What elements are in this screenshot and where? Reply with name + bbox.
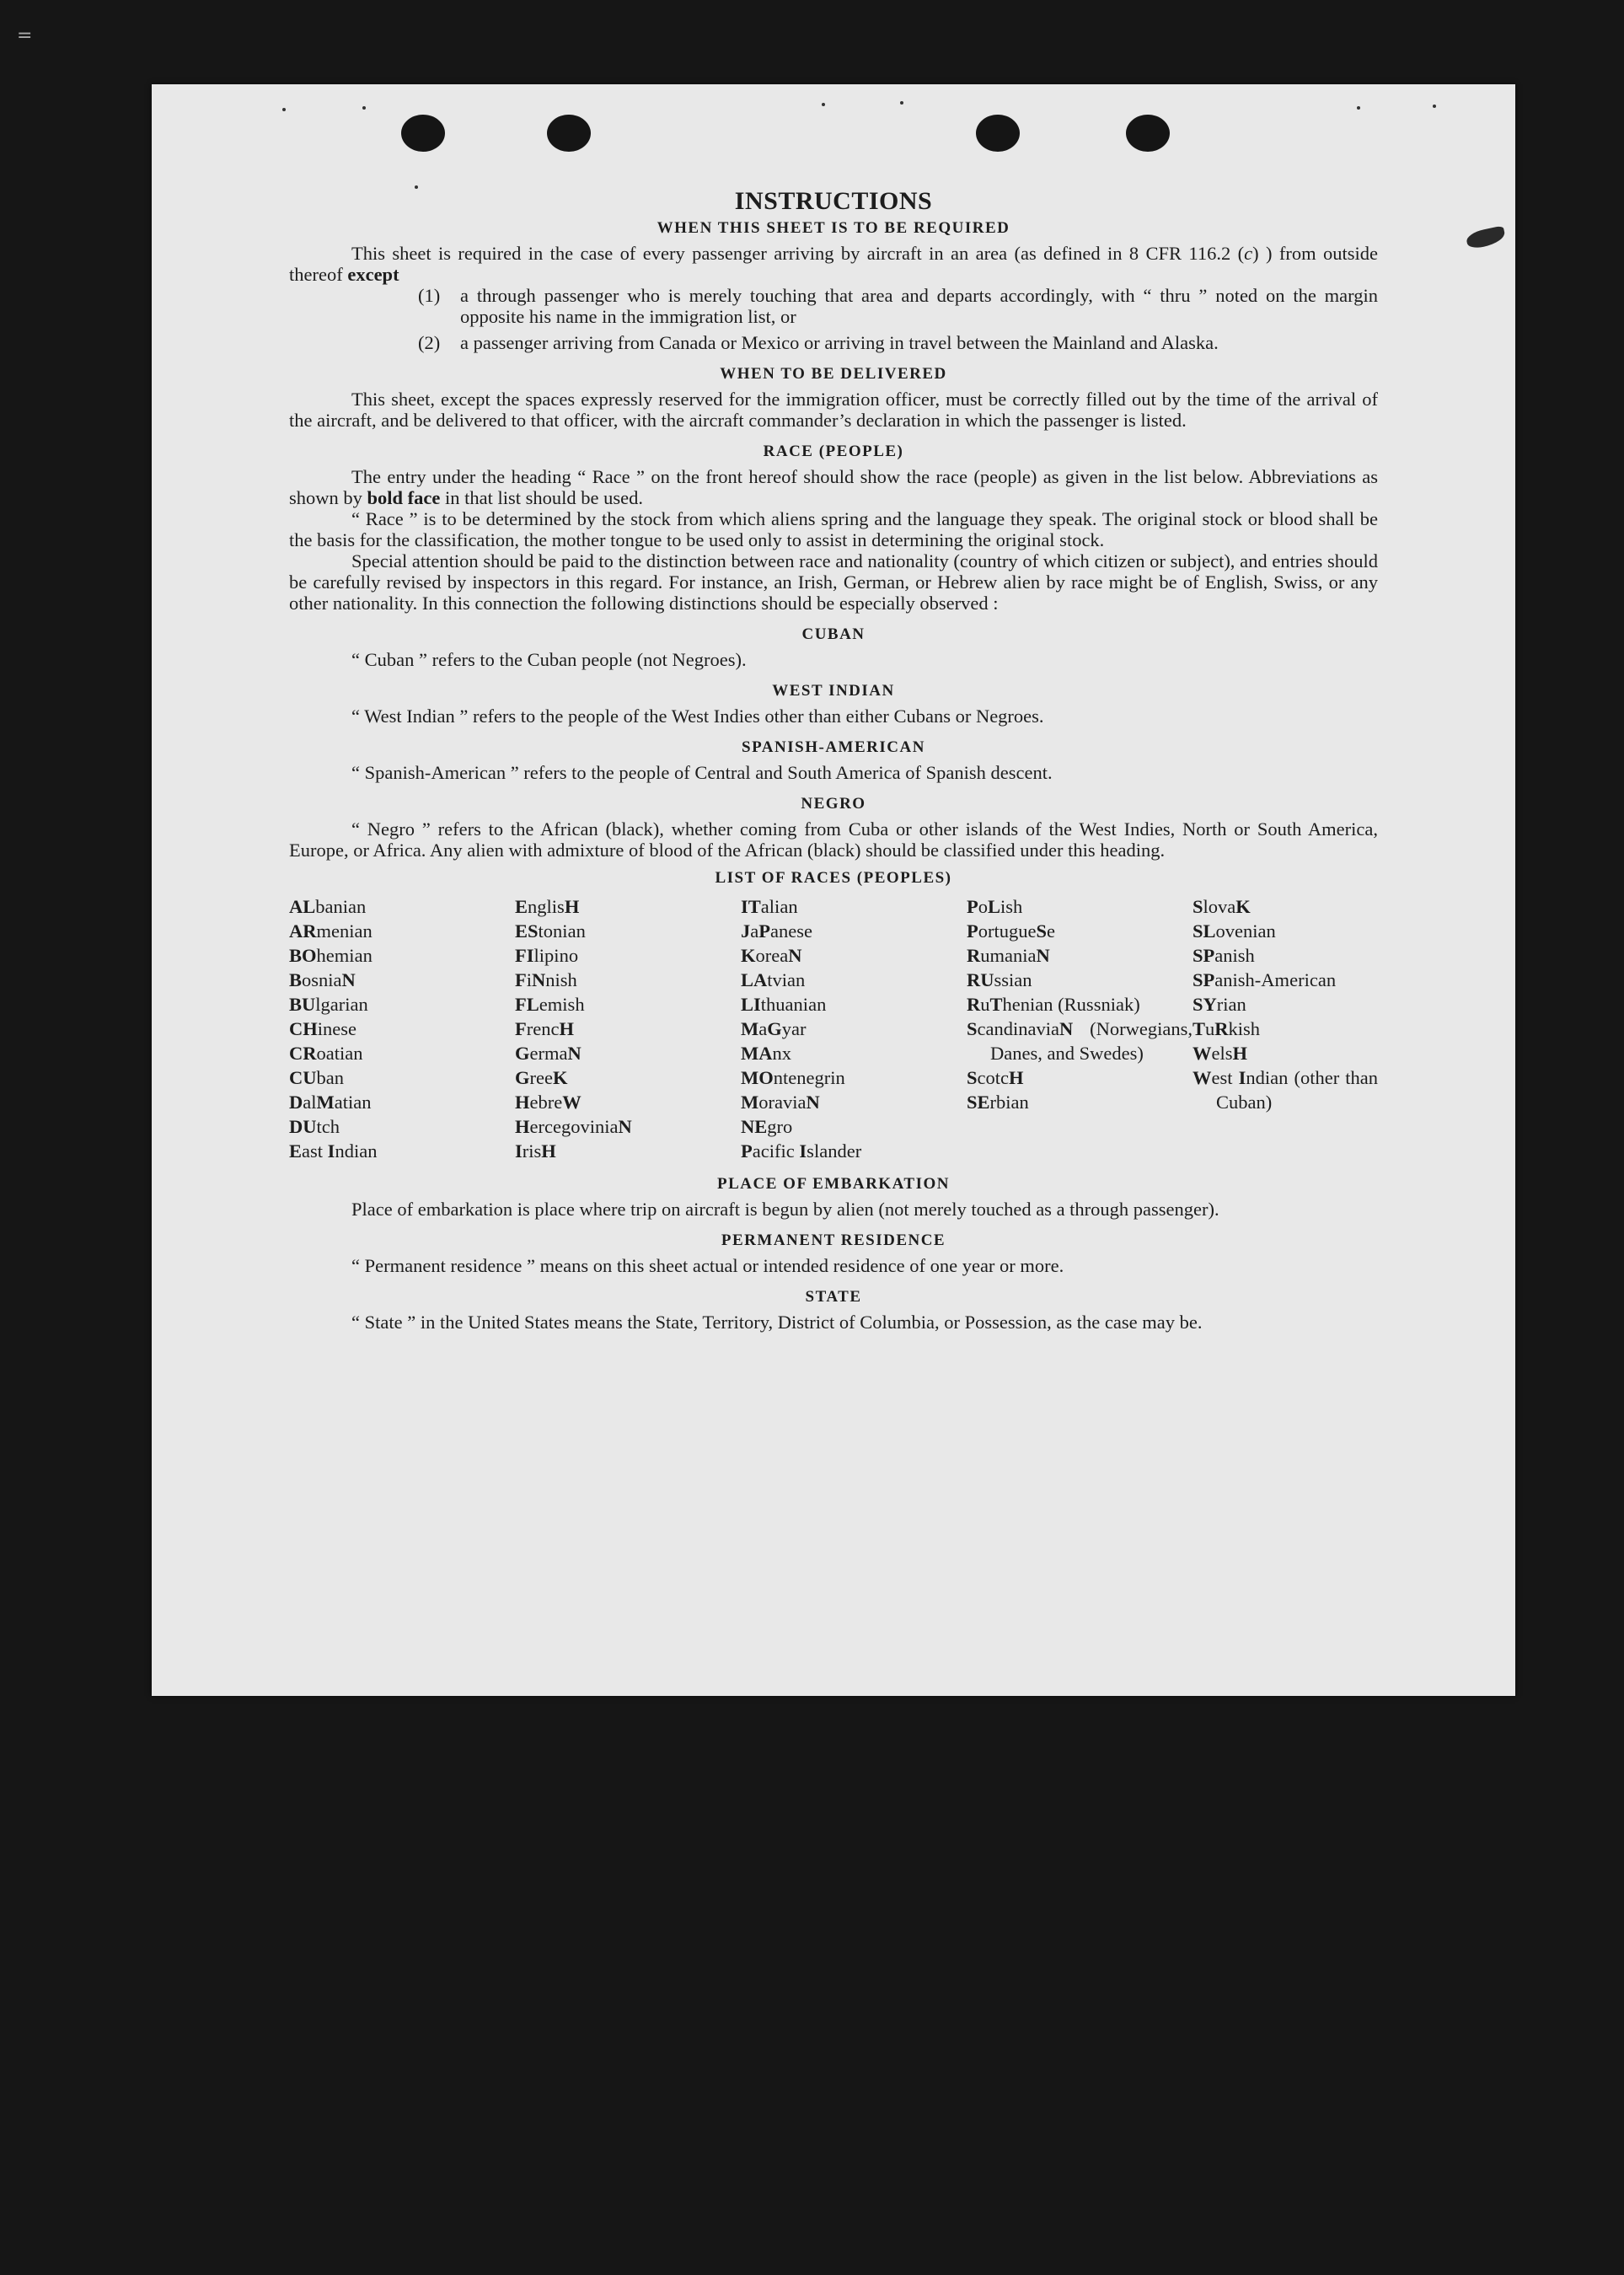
race-entry: TuRkish xyxy=(1193,1018,1261,1039)
race-entry: BOhemian xyxy=(289,945,373,966)
race-entry: RumaniaN xyxy=(967,945,1050,966)
race-entry: West Indian (other than Cuban) xyxy=(1193,1067,1379,1113)
speck xyxy=(1357,106,1360,110)
race-entry: ScandinaviaN (Norwegians, Danes, and Swedes) xyxy=(967,1018,1193,1064)
race-entry: RuThenian (Russniak) xyxy=(967,994,1140,1015)
west-indian-text: “ West Indian ” refers to the people of the West Indies other than either Cubans or Negroes. xyxy=(351,706,1044,727)
heading-state: STATE xyxy=(805,1288,862,1306)
race-entry: SYrian xyxy=(1193,994,1246,1015)
race-entry: MOntenegrin xyxy=(741,1067,845,1088)
race-entry: IrisH xyxy=(515,1140,556,1162)
race-entry: CRoatian xyxy=(289,1043,363,1064)
race-entry: FLemish xyxy=(515,994,585,1015)
race-entry: MAnx xyxy=(741,1043,791,1064)
heading-when-delivered: WHEN TO BE DELIVERED xyxy=(720,365,947,383)
state-text: “ State ” in the United States means the State, Territory, District of Columbia, or Possession, as the case may be. xyxy=(351,1312,1203,1333)
race-entry: BosniaN xyxy=(289,969,356,990)
race-entry: PoLish xyxy=(967,896,1023,917)
page-title: INSTRUCTIONS xyxy=(734,187,933,215)
speck xyxy=(900,101,903,105)
negro-text: “ Negro ” refers to the African (black), whether coming from Cuba or other islands of the West Indies, North or South America, Europe, or Africa. Any alien with admixture of blood of the African (black) should be classified under this heading. xyxy=(289,818,1378,861)
race-entry: MaGyar xyxy=(741,1018,807,1039)
embarkation-text: Place of embarkation is place where trip on aircraft is begun by alien (not merely touched as a through passenger). xyxy=(351,1199,1219,1220)
race-entry: ITalian xyxy=(741,896,798,917)
cuban-text: “ Cuban ” refers to the Cuban people (not Negroes). xyxy=(351,649,747,670)
document-page xyxy=(152,84,1515,1696)
speck xyxy=(282,108,286,111)
heading-race: RACE (PEOPLE) xyxy=(763,443,904,460)
race-entry: BUlgarian xyxy=(289,994,368,1015)
residence-text: “ Permanent residence ” means on this sheet actual or intended residence of one year or more. xyxy=(351,1255,1064,1276)
race-entry: CHinese xyxy=(289,1018,357,1039)
race-entry: DalMatian xyxy=(289,1092,372,1113)
race-entry: HebreW xyxy=(515,1092,582,1113)
race-entry: ScotcH xyxy=(967,1067,1024,1088)
race-entry: MoraviaN xyxy=(741,1092,820,1113)
heading-list-of-races: LIST OF RACES (PEOPLES) xyxy=(715,869,952,887)
race-text-2: “ Race ” is to be determined by the stock from which aliens spring and the language they speak. The original stock or blood shall be the basis for the classification, the mother tongue to be used only to assist in determining the original stock. xyxy=(289,508,1378,550)
races-column xyxy=(1193,894,1378,1163)
exception-item-2: (2) a passenger arriving from Canada or Mexico or arriving in travel between the Mainland and Alaska. xyxy=(418,332,1219,353)
when-delivered-text: This sheet, except the spaces expressly reserved for the immigration officer, must be correctly filled out by the time of the arrival of the aircraft, and be delivered to that officer, with the aircraft commander’s declaration in which the passenger is listed. xyxy=(289,389,1378,431)
punch-hole xyxy=(976,115,1020,152)
races-column xyxy=(515,894,741,1163)
race-entry: LAtvian xyxy=(741,969,806,990)
race-entry: PortugueSe xyxy=(967,920,1056,942)
races-column xyxy=(741,894,967,1163)
instructions-text xyxy=(289,187,1378,1333)
heading-when-required: WHEN THIS SHEET IS TO BE REQUIRED xyxy=(657,219,1010,237)
races-list xyxy=(289,894,1378,1163)
heading-west-indian: WEST INDIAN xyxy=(772,682,895,700)
race-entry: CUban xyxy=(289,1067,344,1088)
race-entry: ALbanian xyxy=(289,896,367,917)
races-column xyxy=(289,894,515,1163)
heading-spanish-american: SPANISH-AMERICAN xyxy=(742,738,925,756)
race-text-3: Special attention should be paid to the distinction between race and nationality (country of which citizen or subject), and entries should be carefully revised by inspectors in this regard. For instance, an Irish, German, or Hebrew alien by race might be of English, Swiss, or any other nationality. In this connection the following distinctions should be especially observed : xyxy=(289,550,1378,614)
heading-cuban: CUBAN xyxy=(801,625,866,643)
race-entry: SPanish-American xyxy=(1193,969,1337,990)
punch-hole xyxy=(547,115,591,152)
race-entry: GermaN xyxy=(515,1043,582,1064)
race-entry: Pacific Islander xyxy=(741,1140,862,1162)
race-entry: GreeK xyxy=(515,1067,568,1088)
speck xyxy=(1433,105,1436,108)
race-entry: JaPanese xyxy=(741,920,813,942)
race-entry: RUssian xyxy=(967,969,1032,990)
when-required-text: This sheet is required in the case of every passenger arriving by aircraft in an area (as defined in 8 CFR 116.2 (c) ) from outside thereof except xyxy=(289,243,1379,285)
race-entry: DUtch xyxy=(289,1116,340,1137)
film-edge-mark: = xyxy=(17,25,33,46)
race-entry: SlovaK xyxy=(1193,896,1251,917)
punch-hole xyxy=(401,115,445,152)
race-entry: WelsH xyxy=(1193,1043,1248,1064)
speck xyxy=(822,103,825,106)
race-entry: EStonian xyxy=(515,920,586,942)
heading-embarkation: PLACE OF EMBARKATION xyxy=(717,1175,950,1193)
heading-negro: NEGRO xyxy=(801,795,866,813)
races-column xyxy=(967,894,1193,1163)
race-entry: FrencH xyxy=(515,1018,575,1039)
race-entry: NEgro xyxy=(741,1116,793,1137)
race-entry: FIlipino xyxy=(515,945,579,966)
race-entry: LIthuanian xyxy=(741,994,827,1015)
race-entry: KoreaN xyxy=(741,945,802,966)
exception-item-1: (1) a through passenger who is merely touching that area and departs accordingly, with “ thru ” noted on the margin opposite his name in the immigration list, or xyxy=(418,285,1378,327)
heading-residence: PERMANENT RESIDENCE xyxy=(721,1231,946,1249)
race-entry: ARmenian xyxy=(289,920,373,942)
spanish-american-text: “ Spanish-American ” refers to the people of Central and South America of Spanish descent. xyxy=(351,762,1053,783)
punch-hole xyxy=(1126,115,1170,152)
race-entry: SLovenian xyxy=(1193,920,1276,942)
race-entry: SErbian xyxy=(967,1092,1029,1113)
race-entry: HercegoviniaN xyxy=(515,1116,632,1137)
race-entry: FiNnish xyxy=(515,969,577,990)
race-entry: EnglisH xyxy=(515,896,580,917)
race-text-1: The entry under the heading “ Race ” on the front hereof should show the race (people) as given in the list below. Abbreviations as shown by bold face in that list should be used. xyxy=(289,466,1378,508)
race-entry: SPanish xyxy=(1193,945,1255,966)
race-entry: East Indian xyxy=(289,1140,378,1162)
speck xyxy=(362,106,366,110)
